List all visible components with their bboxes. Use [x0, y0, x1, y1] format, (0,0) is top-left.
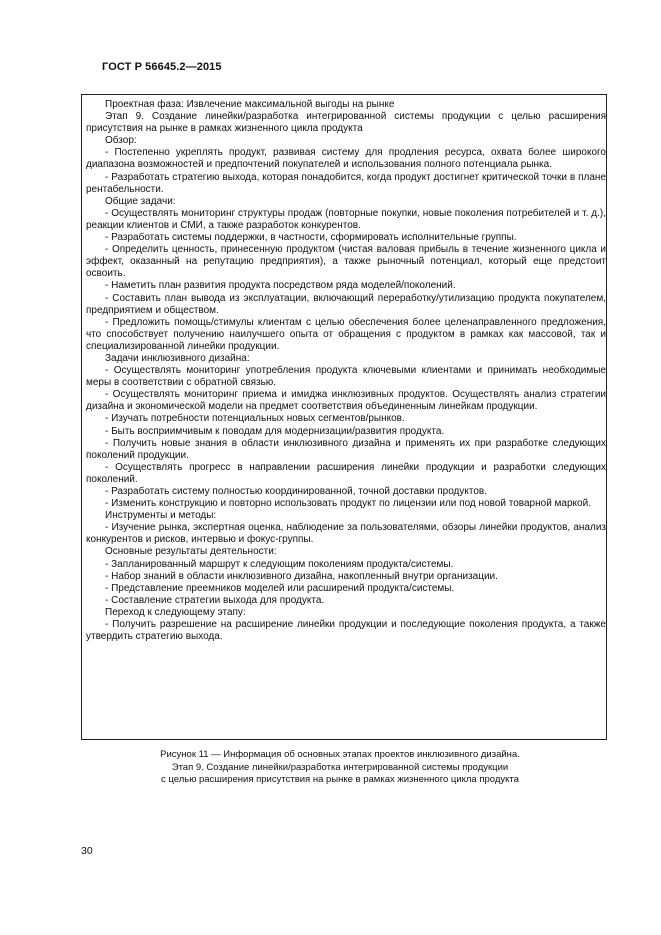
list-item: - Получить разрешение на расширение линейки продукции и последующие поколения продукта, а также утвердить стратегию выхода.: [86, 619, 606, 643]
section-heading: Переход к следующему этапу:: [105, 606, 246, 618]
list-item: - Разработать стратегию выхода, которая понадобится, когда продукт достигнет критической точки в плане рентабельности.: [86, 171, 606, 195]
document-header: ГОСТ Р 56645.2—2015: [102, 61, 222, 73]
list-item: - Представление преемников моделей или расширений продукта/системы.: [105, 582, 455, 594]
list-item: - Быть восприимчивым к поводам для модернизации/развития продукта.: [105, 425, 445, 437]
section-heading: Инструменты и методы:: [105, 510, 217, 522]
section-heading: Задачи инклюзивного дизайна:: [105, 352, 250, 364]
list-item: - Изучение рынка, экспертная оценка, наблюдение за пользователями, обзоры линейки продуктов, анализ конкурентов и рисков, интервью и фокус-группы.: [86, 522, 606, 546]
list-item: - Осуществлять мониторинг употребления продукта ключевыми клиентами и принимать необходимые меры в соответствии с обратной связью.: [86, 365, 606, 389]
list-item: - Изменить конструкцию и повторно использовать продукт по лицензии или под новой товарной маркой.: [105, 498, 591, 510]
list-item: - Изучать потребности потенциальных новых сегментов/рынков.: [105, 413, 405, 425]
list-item: - Осуществлять прогресс в направлении расширения линейки продукции и разработки следующих поколений.: [86, 461, 606, 485]
list-item: - Осуществлять мониторинг структуры продаж (повторные покупки, новые поколения потребителей и т. д.), реакции клиентов и СМИ, а также разработок конкурентов.: [86, 207, 606, 231]
list-item: - Набор знаний в области инклюзивного дизайна, накопленный внутри организации.: [105, 570, 498, 582]
list-item: - Постепенно укреплять продукт, развивая систему для продления ресурса, охвата более широкого диапазона возможностей и предпочтений покупателей и использования полного потенциала рынка.: [86, 147, 606, 171]
caption-line: Рисунок 11 — Информация об основных этапах проектов инклюзивного дизайна.: [160, 749, 520, 760]
list-item: - Предложить помощь/стимулы клиентам с целью обеспечения более целенаправленного предложения, что способствует получению наилучшего опыта от обращения с продуктом в рамках как массовой, так и специализированной линейки продукции.: [86, 316, 606, 352]
list-item: - Определить ценность, принесенную продуктом (чистая валовая прибыль в течение жизненного цикла и эффект, оказанный на репутацию предприятия), а также рыночный потенциал, который еще предстоит освоить.: [86, 244, 606, 280]
list-item: - Составить план вывода из эксплуатации, включающий переработку/утилизацию продукта покупателем, предприятием и обществом.: [86, 292, 606, 316]
caption-line: Этап 9. Создание линейки/разработка интегрированной системы продукции: [171, 761, 509, 773]
section-heading: Обзор:: [105, 135, 137, 147]
section-heading: Основные результаты деятельности:: [105, 546, 277, 558]
list-item: - Получить новые знания в области инклюзивного дизайна и применять их при разработке следующих поколений продукции.: [86, 437, 606, 461]
list-item: - Разработать системы поддержки, в частности, сформировать исполнительные группы.: [105, 232, 517, 244]
stage-title: Этап 9. Создание линейки/разработка интегрированной системы продукции с целью расширения присутствия на рынке в рамках жизненного цикла продукта: [86, 111, 606, 135]
figure-caption: [120, 749, 560, 787]
caption-line: с целью расширения присутствия на рынке в рамках жизненного цикла продукта: [161, 774, 519, 785]
section-heading: Общие задачи:: [105, 195, 176, 207]
list-item: - Составление стратегии выхода для продукта.: [105, 594, 325, 606]
list-item: - Наметить план развития продукта посредством ряда моделей/поколений.: [105, 280, 456, 292]
phase-title: Проектная фаза: Извлечение максимальной выгоды на рынке: [105, 99, 395, 110]
list-item: - Осуществлять мониторинг приема и имиджа инклюзивных продуктов. Осуществлять анализ стратегии дизайна и экономической модели на предмет соответствия объединенным линейкам продукции.: [86, 389, 606, 413]
list-item: - Разработать систему полностью координированной, точной доставки продуктов.: [105, 486, 487, 497]
figure-box: [81, 94, 607, 740]
list-item: - Запланированный маршрут к следующим поколениям продукта/системы.: [105, 558, 454, 570]
page-number: 30: [81, 845, 93, 857]
